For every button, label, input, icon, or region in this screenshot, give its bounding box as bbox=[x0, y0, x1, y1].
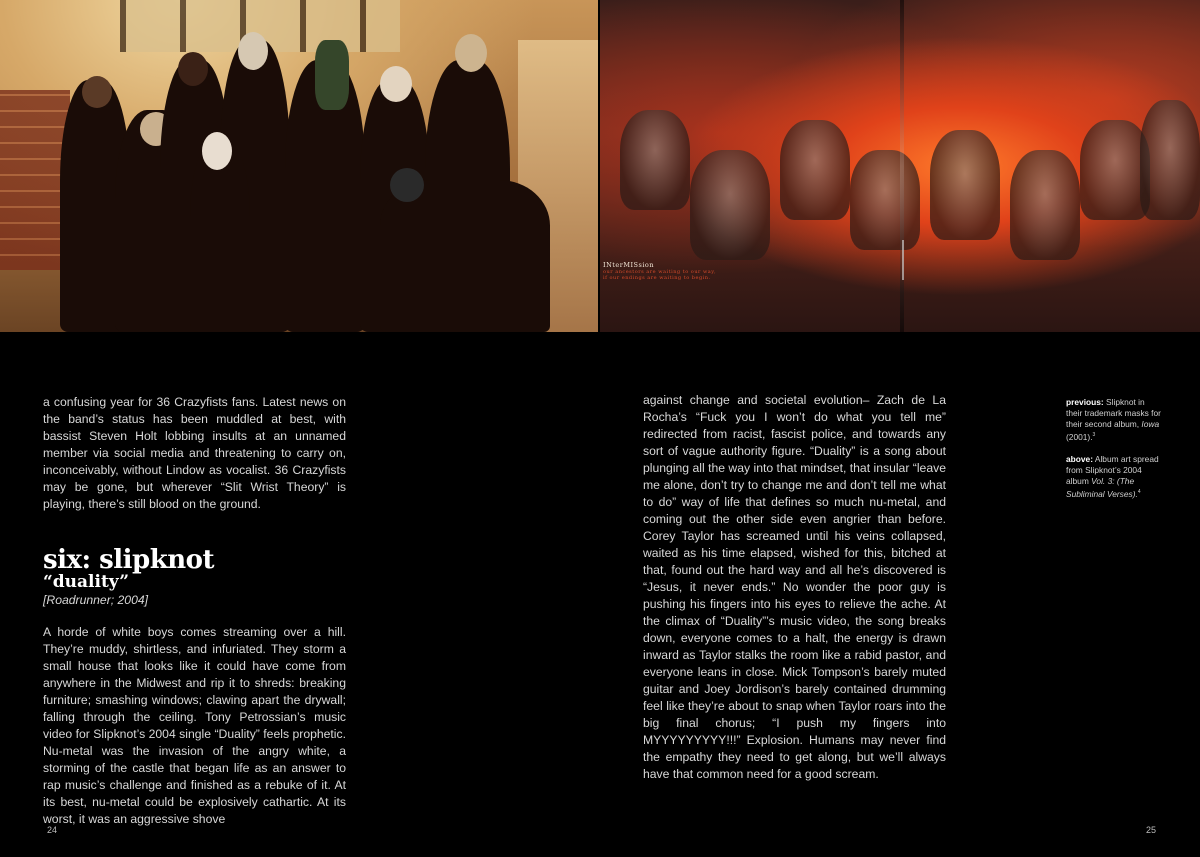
caption-above-album: Vol. 3: (The Subliminal Verses). bbox=[1066, 475, 1138, 499]
album-art-image bbox=[600, 0, 1200, 332]
caption-above-note: 4 bbox=[1137, 488, 1141, 495]
song-title: “duality” bbox=[43, 572, 130, 592]
body-paragraph-continued: against change and societal evolution– Zach de La Rocha’s “Fuck you I won’t do what you tell me” redirected from racist, fascist police, and towards any sort of vague authority figure. “Duality” is a song about plunging all the way into that mindset, that insular “leave me alone, don’t try to change me and don’t tell me what to do” way of life that defines so much nu-metal, and coming out the other side even angrier than before. Corey Taylor has screamed until his veins collapsed, waited as his time elapsed, wished for this, bitched at that, found out the hard way and all he’s discovered is “Jesus, it never ends.” No wonder the poor guy is pushing his fingers into his eyes to relieve the ache. At the climax of “Duality”’s music video, the song breaks down, everyone comes to a halt, the energy is drawn inward as Taylor stalks the room like a rabid pastor, and everyone leans in close. Mick Tompson’s barely muted guitar and Joey Jordison’s barely contained drumming feel like they’re about to snap when Taylor roars into the big final chorus; “I push my fingers into MYYYYYYYYY!!!” Explosion. Humans may never find the empathy they need to get along, but we’ll always have that common need for a good scream. bbox=[643, 393, 946, 781]
caption-previous-album: Iowa bbox=[1141, 419, 1160, 429]
page-fold bbox=[900, 0, 904, 332]
photo-captions bbox=[1066, 397, 1161, 511]
left-text-column bbox=[43, 394, 346, 828]
album-art-title: INterMISsion bbox=[603, 261, 655, 269]
bracket-mark bbox=[902, 240, 910, 280]
right-text-column bbox=[643, 392, 946, 783]
body-paragraph: A horde of white boys comes streaming over a hill. They’re muddy, shirtless, and infuriated. They storm a small house that looks like it could have come from anywhere in the Midwest and rip it to shreds: breaking furniture; smashing windows; clawing apart the drywall; falling through the ceiling. Tony Petrossian’s music video for Slipknot’s 2004 single “Duality” feels prophetic. Nu-metal was the invasion of the angry white, a storming of the castle that began life as an answer to rap music’s challenge and finished as a rebuke of it. At its best, nu-metal could be explosively cathartic. At its worst, it was an aggressive shove bbox=[43, 625, 346, 826]
section-title: six: slipknot bbox=[43, 545, 215, 575]
page-number-right: 25 bbox=[1146, 825, 1157, 835]
band-photo bbox=[0, 0, 598, 332]
caption-previous-year: (2001). bbox=[1066, 431, 1093, 442]
caption-above-label: above: bbox=[1066, 453, 1093, 464]
album-art-subline-2: if our endings are waiting to begin. bbox=[603, 275, 711, 281]
intro-paragraph: a confusing year for 36 Crazyfists fans. Latest news on the band’s status has been muddled at best, with bassist Steven Holt lobbing insults at an unnamed member via social media and threatening to carry on, inconceivably, without Lindow as vocalist. 36 Crazyfists may be gone, but wherever “Slit Wrist Theory” is playing, there’s still blood on the ground. bbox=[43, 395, 346, 511]
caption-previous-note: 3 bbox=[1092, 432, 1096, 438]
album-art-title-block bbox=[603, 262, 753, 281]
masked-band-members bbox=[60, 40, 560, 332]
label-year: [Roadrunner; 2004] bbox=[43, 593, 149, 607]
page-number-left: 24 bbox=[47, 825, 58, 835]
album-art-subline-1: our ancestors are waiting to our way, bbox=[603, 269, 717, 275]
caption-above-text: Album art spread from Slipknot’s 2004 album bbox=[1066, 453, 1159, 486]
caption-previous bbox=[1066, 397, 1161, 443]
caption-previous-text: Slipknot in their trademark masks for their second album, bbox=[1066, 397, 1161, 429]
caption-above bbox=[1066, 454, 1161, 500]
caption-previous-label: previous: bbox=[1066, 397, 1104, 407]
